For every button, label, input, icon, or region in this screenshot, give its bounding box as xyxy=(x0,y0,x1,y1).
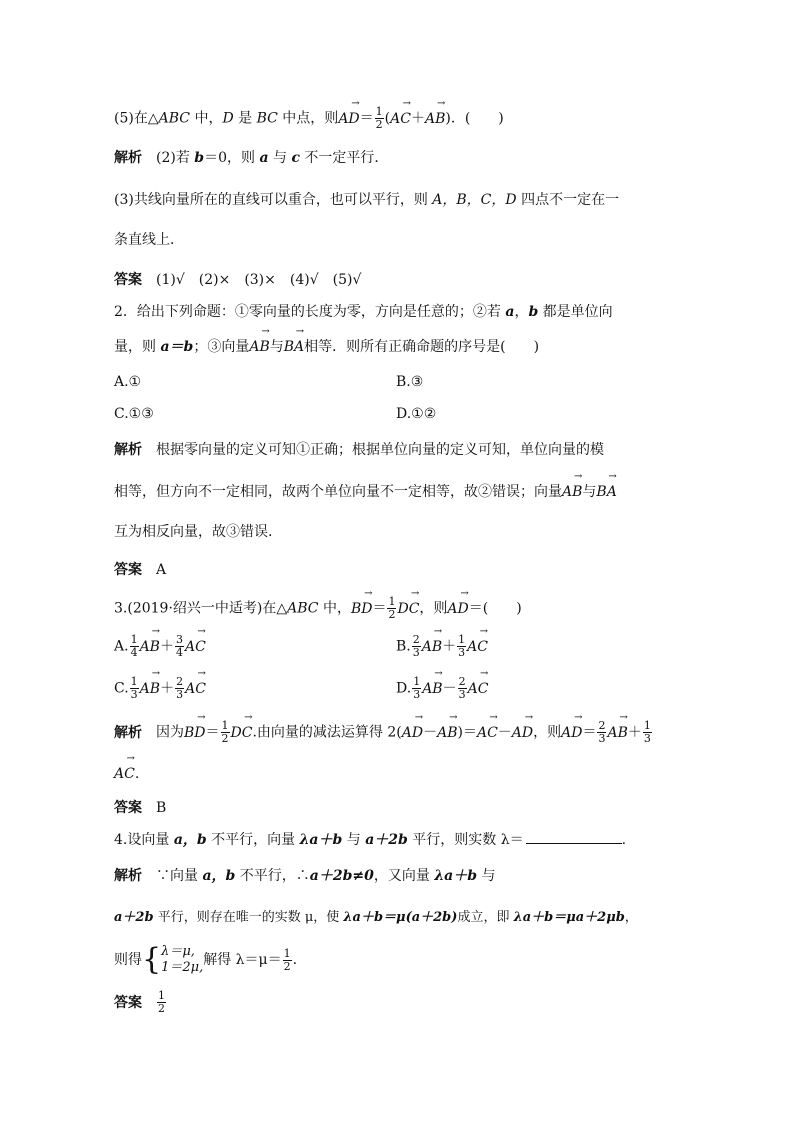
option-label: D. xyxy=(396,680,412,697)
analysis-text: ， xyxy=(624,910,638,925)
analysis-text: 因为 xyxy=(156,724,184,741)
analysis-text: 不平行，∴ xyxy=(235,868,310,884)
q3-text: ＝( ) xyxy=(468,600,522,617)
analysis-4-line-3 xyxy=(114,944,297,976)
q3-triangle: ABC xyxy=(287,600,319,617)
vector-ab: → AB xyxy=(422,679,442,699)
q5-eq: ＝ xyxy=(359,110,374,127)
vector-ba: → BA xyxy=(284,337,304,357)
vector-ad: → AD xyxy=(338,109,359,129)
analysis-4-line-2 xyxy=(114,908,638,928)
q5-triangle: ABC xyxy=(158,110,190,127)
vector-ab: → AB xyxy=(562,482,582,502)
denominator: 3 xyxy=(413,688,421,701)
vector-ac: → AC xyxy=(185,637,206,657)
q4-text: . xyxy=(621,832,627,848)
analysis-text: ，则 xyxy=(533,724,562,741)
operator: － xyxy=(423,724,438,741)
answer-label: 答案 xyxy=(114,994,142,1011)
equation: 1＝2μ, xyxy=(161,960,204,975)
q5-text: 中， xyxy=(190,110,223,127)
q5-num: (5) xyxy=(114,110,134,127)
q5-text: 在△ xyxy=(133,110,159,127)
var-c: c xyxy=(291,150,300,166)
vector-ac: → AC xyxy=(390,109,411,129)
var-b: b xyxy=(194,150,205,166)
analysis-text: ，则 xyxy=(227,150,260,166)
var-b: b xyxy=(528,304,539,320)
operator: ＋ xyxy=(159,638,174,655)
fraction xyxy=(412,634,421,659)
numerator: 1 xyxy=(158,989,165,1002)
fraction xyxy=(458,676,467,701)
denominator: 3 xyxy=(412,646,420,659)
q3-text: ，则 xyxy=(419,600,448,617)
vars: a，b xyxy=(202,868,236,884)
denominator: 2 xyxy=(283,959,291,973)
vector-bd: → BD xyxy=(351,599,373,619)
numerator: 1 xyxy=(643,719,651,732)
numerator: 1 xyxy=(388,595,396,608)
answer-3 xyxy=(114,798,166,818)
denominator: 3 xyxy=(643,732,651,745)
vector-ac: → AC xyxy=(114,764,135,784)
numerator: 2 xyxy=(412,633,420,646)
q4-text: 与 xyxy=(342,832,366,848)
analysis-text: 与 xyxy=(268,150,292,166)
fraction xyxy=(643,720,652,745)
vector-ad: → AD xyxy=(512,723,533,743)
q2-text: 量，则 xyxy=(114,339,161,355)
analysis-2-line-1 xyxy=(114,440,604,460)
var-a: a xyxy=(505,304,515,320)
answer-label: 答案 xyxy=(114,562,142,578)
q5-plus: ＋ xyxy=(410,110,425,127)
analysis-text: ∵向量 xyxy=(156,868,203,884)
answer-text: A xyxy=(156,562,167,578)
vector-bd: → BD xyxy=(184,723,206,743)
numerator: 1 xyxy=(221,719,229,732)
fraction xyxy=(130,634,139,659)
analysis-text: 互为相反向量，故③错误. xyxy=(114,524,273,540)
q4-text: 4.设向量 xyxy=(114,832,174,848)
q3-text: 3.(2019·绍兴一中适考)在△ xyxy=(114,600,288,617)
denominator: 3 xyxy=(176,688,184,701)
vector-ad: → AD xyxy=(447,599,468,619)
vector-dc: → DC xyxy=(397,599,419,619)
analysis-text: (2)若 xyxy=(156,150,195,166)
q2-option-a[interactable]: A.① xyxy=(114,374,142,390)
option-label: B. xyxy=(396,638,411,655)
q3-option-c[interactable] xyxy=(114,676,206,701)
q3-text: 中， xyxy=(318,600,351,617)
fraction xyxy=(375,106,384,131)
numerator: 1 xyxy=(413,675,421,688)
vector-dc: → DC xyxy=(231,723,253,743)
vector-ac: → AC xyxy=(477,723,498,743)
numerator: 2 xyxy=(598,719,606,732)
answer-text: B xyxy=(156,800,167,816)
analysis-text: 相等，但方向不一定相同，故两个单位向量不一定相等，故②错误；向量 xyxy=(114,484,562,500)
vector-ad: → AD xyxy=(402,723,423,743)
q5-paren: )． xyxy=(445,110,465,127)
analysis-text: 成立，即 xyxy=(457,910,514,925)
var-a: a xyxy=(259,150,269,166)
analysis-1-line-1 xyxy=(114,148,388,168)
vector-ab: → AB xyxy=(249,337,269,357)
analysis-label: 解析 xyxy=(114,724,142,741)
expr: λa＋b＝μ(a＋2b) xyxy=(343,910,458,925)
expr: a＋2b≠0 xyxy=(309,868,374,884)
q2-text: ， xyxy=(514,304,529,320)
operator: ＋ xyxy=(160,680,175,697)
denominator: 2 xyxy=(158,1002,165,1015)
vector-ba: → BA xyxy=(596,482,616,502)
expr: λa＋b＝μa＋2μb xyxy=(513,910,625,925)
fraction xyxy=(157,990,166,1015)
q2-text: 相等．则所有正确命题的序号是( ) xyxy=(304,339,540,355)
vector-ad: → AD xyxy=(561,723,582,743)
analysis-text: 不一定平行． xyxy=(299,150,389,166)
fraction xyxy=(412,676,421,701)
analysis-eq: ＝ xyxy=(205,724,220,741)
denominator: 2 xyxy=(375,118,383,131)
analysis-2-line-3 xyxy=(114,522,272,542)
vector-ac: → AC xyxy=(185,679,206,699)
expr: a＋2b xyxy=(365,832,408,848)
q2-option-b[interactable]: B.③ xyxy=(396,374,424,390)
equation-system xyxy=(161,944,203,976)
vector-ab: → AB xyxy=(140,679,160,699)
denominator: 2 xyxy=(221,732,229,745)
fraction xyxy=(175,634,184,659)
numerator: 1 xyxy=(283,946,291,960)
numerator: 1 xyxy=(130,675,138,688)
analysis-3-line-1 xyxy=(114,720,653,745)
q2-text: 与 xyxy=(269,339,284,355)
numerator: 1 xyxy=(458,633,466,646)
option-label: A. xyxy=(114,638,129,655)
vector-ac: → AC xyxy=(468,679,489,699)
answer-label: 答案 xyxy=(114,800,142,816)
analysis-1-line-3 xyxy=(114,230,184,250)
analysis-text: 解得 λ＝μ＝ xyxy=(203,952,282,968)
analysis-eq: ＝ xyxy=(582,724,597,741)
analysis-1-line-2 xyxy=(114,190,619,210)
points: A，B，C，D xyxy=(432,192,517,208)
analysis-2-line-2 xyxy=(114,482,617,502)
fraction xyxy=(387,596,396,621)
q5-text: 中点，则 xyxy=(277,110,339,127)
analysis-text: 平行，则存在唯一的实数 μ，使 xyxy=(153,910,344,925)
q3-option-d[interactable] xyxy=(396,676,488,701)
analysis-text: . xyxy=(292,952,298,968)
expr: λa＋b xyxy=(299,832,343,848)
operator: － xyxy=(442,680,457,697)
answer-1 xyxy=(114,270,361,290)
fraction xyxy=(283,948,292,973)
q5-text: 是 xyxy=(233,110,257,127)
vars: a，b xyxy=(173,832,207,848)
analysis-text: .由向量的减法运算得 2( xyxy=(252,724,402,741)
vector-ab: → AB xyxy=(607,723,627,743)
analysis-label: 解析 xyxy=(114,150,142,166)
operator: ＋ xyxy=(442,638,457,655)
analysis-text: )＝ xyxy=(457,724,477,741)
analysis-text: 条直线上． xyxy=(114,232,184,248)
denominator: 3 xyxy=(458,688,466,701)
question-4 xyxy=(114,830,626,850)
answer-label: 答案 xyxy=(114,272,142,288)
analysis-text: (3)共线向量所在的直线可以重合，也可以平行，则 xyxy=(114,192,433,208)
analysis-text: 根据零向量的定义可知①正确；根据单位向量的定义可知，单位向量的模 xyxy=(156,442,604,458)
expr: a＋2b xyxy=(114,910,154,925)
question-2-line-2 xyxy=(114,337,539,357)
q5-point: D xyxy=(222,110,234,127)
q2-text: 2．给出下列命题：①零向量的长度为零，方向是任意的；②若 xyxy=(114,304,506,320)
q3-option-b[interactable] xyxy=(396,634,488,659)
answer-paren: ( ) xyxy=(464,110,504,127)
numerator: 3 xyxy=(175,633,183,646)
numerator: 2 xyxy=(458,675,466,688)
analysis-3-line-2 xyxy=(114,764,139,784)
numerator: 1 xyxy=(130,633,138,646)
operator: － xyxy=(497,724,512,741)
q2-option-d[interactable]: D.①② xyxy=(396,406,437,422)
analysis-label: 解析 xyxy=(114,868,142,884)
analysis-text: 与 xyxy=(582,484,597,500)
answer-4 xyxy=(114,990,167,1015)
denominator: 2 xyxy=(388,608,396,621)
q4-text: 不平行，向量 xyxy=(206,832,300,848)
vector-ab: → AB xyxy=(422,637,442,657)
denominator: 3 xyxy=(130,688,138,701)
denominator: 4 xyxy=(175,646,183,659)
vector-ab: → AB xyxy=(437,723,457,743)
analysis-4-line-1 xyxy=(114,866,495,886)
denominator: 4 xyxy=(130,646,138,659)
question-2-line-1 xyxy=(114,302,613,322)
analysis-label: 解析 xyxy=(114,442,142,458)
vector-ab: → AB xyxy=(140,637,160,657)
denominator: 3 xyxy=(598,732,606,745)
denominator: 3 xyxy=(458,646,466,659)
numerator: 2 xyxy=(176,675,184,688)
analysis-text: ＝0 xyxy=(204,150,227,166)
q3-eq: ＝ xyxy=(372,600,387,617)
analysis-text: . xyxy=(134,766,140,782)
fraction xyxy=(130,676,139,701)
operator: ＋ xyxy=(627,724,642,741)
fraction xyxy=(457,634,466,659)
q3-option-a[interactable] xyxy=(114,634,206,659)
q2-text: ；③向量 xyxy=(193,339,250,355)
analysis-text: 与 xyxy=(477,868,496,884)
answer-blank[interactable] xyxy=(526,833,622,844)
q2-text: 都是单位向 xyxy=(538,304,613,320)
expr: λa＋b xyxy=(434,868,477,884)
q5-segment: BC xyxy=(256,110,278,127)
numerator: 1 xyxy=(375,105,383,118)
q2-option-c[interactable]: C.①③ xyxy=(114,406,154,422)
answer-text: (1)√ (2)× (3)× (4)√ (5)√ xyxy=(156,272,362,288)
fraction xyxy=(175,676,184,701)
fraction xyxy=(221,720,230,745)
q2-eq: a＝b xyxy=(160,339,194,355)
analysis-text: 四点不一定在一 xyxy=(516,192,620,208)
equation: λ＝μ, xyxy=(161,944,195,959)
vector-ab: → AB xyxy=(425,109,445,129)
answer-2 xyxy=(114,560,166,580)
question-3 xyxy=(114,596,522,621)
question-5 xyxy=(114,106,504,131)
analysis-text: 则得 xyxy=(114,952,142,968)
analysis-text: ，又向量 xyxy=(373,868,435,884)
fraction xyxy=(597,720,606,745)
left-brace-icon: { xyxy=(142,942,162,977)
option-label: C. xyxy=(114,680,129,697)
q4-text: 平行，则实数 λ＝ xyxy=(407,832,524,848)
vector-ac: → AC xyxy=(467,637,488,657)
q5-paren: ( xyxy=(384,110,391,127)
